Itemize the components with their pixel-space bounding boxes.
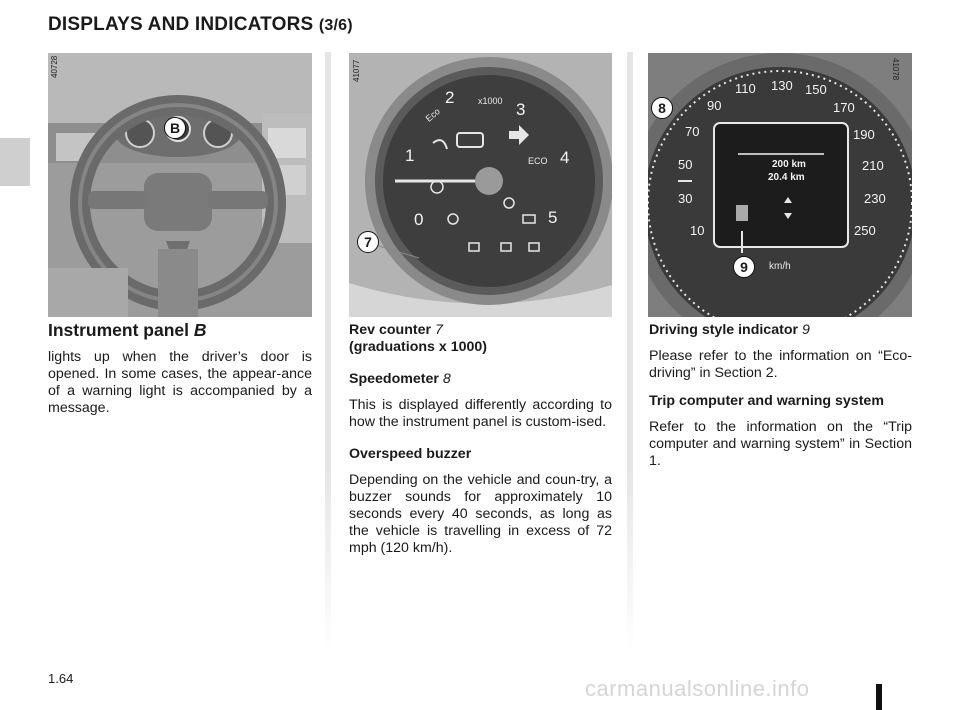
trip-distance-2: 20.4 km xyxy=(768,172,805,183)
trip-computer-body: Refer to the information on the “Trip computer and warning system” in Section 1. xyxy=(649,419,912,469)
driving-style-title: Driving style indicator xyxy=(649,322,799,338)
rev-scale-0: 0 xyxy=(414,210,424,229)
rev-figure-ref: 41077 xyxy=(352,59,361,82)
instrument-panel-heading-ref: B xyxy=(193,320,207,340)
driving-style-heading xyxy=(649,322,912,339)
rev-counter-ref: 7 xyxy=(434,322,443,338)
speedo-scale-130: 130 xyxy=(771,78,793,93)
instrument-panel-body: lights up when the driver’s door is opened. In some cases, the appear-ance of a warning light is accompanied by a message. xyxy=(48,349,312,416)
section-tab xyxy=(0,138,30,186)
speedo-scale-50: 50 xyxy=(678,157,693,172)
speedometer-heading xyxy=(349,371,612,388)
column-2 xyxy=(349,322,612,568)
rev-counter-heading xyxy=(349,322,612,356)
speedo-scale-30: 30 xyxy=(678,191,693,206)
column-1 xyxy=(48,322,312,428)
speedo-scale-210: 210 xyxy=(862,158,884,173)
speedo-scale-190: 190 xyxy=(853,127,875,142)
page-title-part: (3/6) xyxy=(318,17,353,34)
speedo-scale-90: 90 xyxy=(707,98,722,113)
rev-eco-text: ECO xyxy=(528,156,548,166)
rev-counter-figure xyxy=(349,53,612,317)
corner-mark xyxy=(876,684,882,710)
speedometer-body: This is displayed differently according to how the instrument panel is custom-ised. xyxy=(349,397,612,430)
overspeed-buzzer-body: Depending on the vehicle and coun-try, a buzzer sounds for approximately 10 seconds every 40 seconds, as long as the vehicle is travelling in excess of 72 mph (120 km/h). xyxy=(349,472,612,556)
callout-7-label: 7 xyxy=(364,234,372,250)
rev-multiplier: x1000 xyxy=(478,96,503,106)
rev-scale-1: 1 xyxy=(405,146,415,165)
watermark: carmanualsonline.info xyxy=(585,676,810,701)
rev-scale-5: 5 xyxy=(548,208,558,227)
speedo-unit: km/h xyxy=(769,261,791,272)
column-divider-left xyxy=(325,52,331,652)
callout-8 xyxy=(651,97,673,119)
trip-distance-1: 200 km xyxy=(772,159,806,170)
rev-counter-subtitle: (graduations x 1000) xyxy=(349,339,487,355)
column-3 xyxy=(649,322,912,481)
rev-counter-title: Rev counter xyxy=(349,322,431,338)
column-divider-right xyxy=(627,52,633,652)
speedometer-ref: 8 xyxy=(442,371,451,387)
speedo-scale-10: 10 xyxy=(690,223,705,238)
speedo-figure-ref: 41078 xyxy=(891,58,900,81)
rev-eco-arc-label: Eco xyxy=(423,106,442,124)
driving-style-body: Please refer to the information on “Eco-driving” in Section 2. xyxy=(649,348,912,381)
steering-figure-ref: 40728 xyxy=(50,55,59,78)
callout-b xyxy=(164,117,186,139)
rev-scale-3: 3 xyxy=(516,100,526,119)
callout-9-label: 9 xyxy=(740,259,748,275)
page-title-text: DISPLAYS AND INDICATORS xyxy=(48,14,314,35)
speedometer-title: Speedometer xyxy=(349,371,439,387)
steering-wheel-figure xyxy=(48,53,312,317)
speedo-scale-250: 250 xyxy=(854,223,876,238)
instrument-panel-heading xyxy=(48,322,312,339)
callout-9 xyxy=(733,256,755,278)
driving-style-ref: 9 xyxy=(801,322,810,338)
speedo-scale-170: 170 xyxy=(833,100,855,115)
speedo-scale-70: 70 xyxy=(685,124,700,139)
rev-scale-4: 4 xyxy=(560,148,570,167)
instrument-panel-heading-text: Instrument panel xyxy=(48,320,189,340)
speedo-scale-230: 230 xyxy=(864,191,886,206)
callout-7 xyxy=(357,231,379,253)
callout-8-label: 8 xyxy=(658,100,666,116)
callout-b-label: B xyxy=(169,120,181,136)
page-number: 1.64 xyxy=(48,671,74,686)
overspeed-buzzer-heading: Overspeed buzzer xyxy=(349,446,472,462)
speedo-scale-110: 110 xyxy=(735,81,756,96)
rev-scale-2: 2 xyxy=(445,88,455,107)
page-title xyxy=(48,14,353,36)
trip-computer-heading: Trip computer and warning system xyxy=(649,393,884,409)
speedo-scale-150: 150 xyxy=(805,82,827,97)
